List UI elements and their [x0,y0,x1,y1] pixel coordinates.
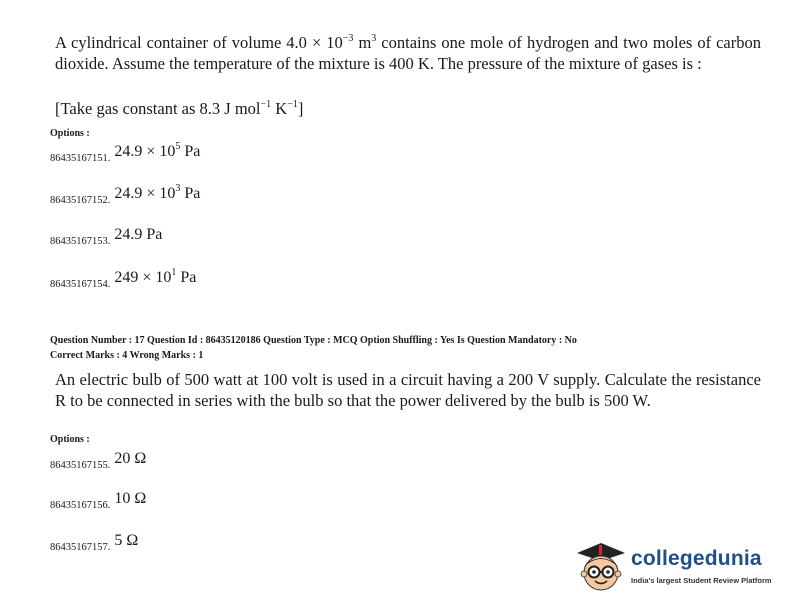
q16-option-4[interactable] [50,266,197,292]
q17-option-1[interactable] [50,450,147,473]
hint-part: K [271,99,288,118]
q16-exponent: 3 [371,32,377,44]
option-value: 20 Ω [114,450,147,467]
option-unit: Pa [180,185,201,202]
question-16-text [55,32,761,74]
option-value [114,182,201,202]
logo-tagline: India's largest Student Review Platform [631,576,772,585]
q17-option-3[interactable] [50,532,139,555]
option-unit: Pa [180,143,201,160]
q16-option-2[interactable] [50,182,201,208]
hint-exponent: −1 [287,98,298,110]
option-base: 24.9 × 10 [114,185,176,202]
collegedunia-logo[interactable] [573,539,783,595]
option-id: 86435167151. [50,153,111,164]
q16-options-label: Options : [50,128,90,139]
option-exponent: 5 [175,140,181,152]
q17-marks: Correct Marks : 4 Wrong Marks : 1 [50,350,204,361]
option-base: 249 × 10 [114,269,172,286]
q16-text-part: A cylindrical container of volume 4.0 × 10 [55,33,343,52]
option-id: 86435167153. [50,236,111,247]
option-unit: Pa [142,226,163,243]
question-16-hint [55,98,761,119]
q16-exponent: −3 [342,32,354,44]
hint-part: [Take gas constant as 8.3 J mol [55,99,261,118]
option-id: 86435167156. [50,500,111,511]
logo-brand: collegedunia [631,547,762,570]
option-exponent: 1 [171,266,177,278]
option-value: 5 Ω [114,532,139,549]
q17-option-2[interactable] [50,490,147,513]
q17-options-label: Options : [50,434,90,445]
option-id: 86435167155. [50,460,111,471]
hint-part: ] [297,99,304,118]
option-unit: Pa [176,269,197,286]
option-id: 86435167152. [50,195,111,206]
option-exponent: 3 [175,182,181,194]
q16-text-part: contains one mole of hydrogen and two moles of carbon dioxide. Assume the temperature of the mixture is 400 K. The pressure of the mixture of gases is : [55,33,761,73]
q17-meta: Question Number : 17 Question Id : 86435120186 Question Type : MCQ Option Shuffling : Yes Is Question Mandatory : No [50,335,577,346]
mascot-icon [573,539,629,595]
option-id: 86435167157. [50,542,111,553]
option-value [114,140,201,160]
option-value [114,226,162,243]
q16-option-1[interactable] [50,140,201,166]
option-base: 24.9 × 10 [114,143,176,160]
q16-option-3[interactable] [50,226,163,249]
option-value: 10 Ω [114,490,147,507]
option-id: 86435167154. [50,279,111,290]
hint-exponent: −1 [260,98,272,110]
option-value [114,266,197,286]
question-17-text: An electric bulb of 500 watt at 100 volt is used in a circuit having a 200 V supply. Calculate the resistance R to be connected in series with the bulb so that the power delivered by the bulb is 500 W. [55,370,761,410]
option-base: 24.9 [114,226,143,243]
q16-text-part: m [353,33,372,52]
